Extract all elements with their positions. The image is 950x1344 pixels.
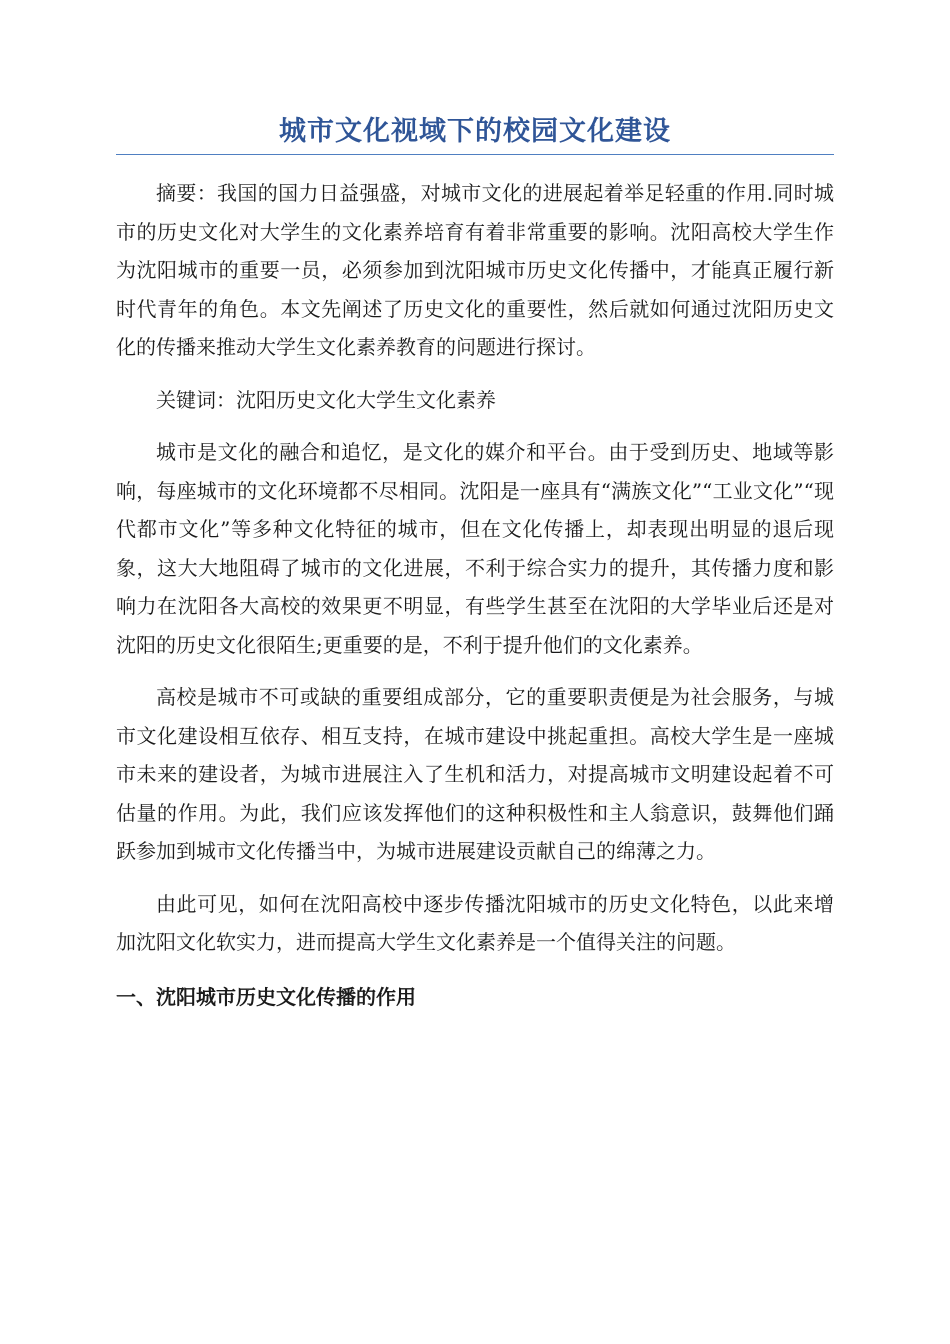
keywords-line: 关键词：沈阳历史文化大学生文化素养 — [156, 387, 496, 412]
body-paragraph: 由此可见，如何在沈阳高校中逐步传播沈阳城市的历史文化特色，以此来增加沈阳文化软实力，进而提高大学生文化素养是一个值得关注的问题。 — [116, 891, 834, 954]
abstract-paragraph: 摘要：我国的国力日益强盛，对城市文化的进展起着举足轻重的作用.同时城市的历史文化对大学生的文化素养培育有着非常重要的影响。沈阳高校大学生作为沈阳城市的重要一员，必须参加到沈阳城市历史文化传播中，才能真正履行新时代青年的角色。本文先阐述了历史文化的重要性，然后就如何通过沈阳历史文化的传播来推动大学生文化素养教育的问题进行探讨。 — [116, 181, 834, 359]
document-page — [116, 112, 834, 1016]
body-paragraph: 城市是文化的融合和追忆，是文化的媒介和平台。由于受到历史、地域等影响，每座城市的文化环境都不尽相同。沈阳是一座具有“满族文化”“工业文化”“现代都市文化”等多种文化特征的城市，但在文化传播上，却表现出明显的退后现象，这大大地阻碍了城市的文化进展，不利于综合实力的提升，其传播力度和影响力在沈阳各大高校的效果更不明显，有些学生甚至在沈阳的大学毕业后还是对沈阳的历史文化很陌生;更重要的是，不利于提升他们的文化素养。 — [116, 440, 834, 657]
body-paragraph: 高校是城市不可或缺的重要组成部分，它的重要职责便是为社会服务，与城市文化建设相互依存、相互支持，在城市建设中挑起重担。高校大学生是一座城市未来的建设者，为城市进展注入了生机和活力，对提高城市文明建设起着不可估量的作用。为此，我们应该发挥他们的这种积极性和主人翁意识，鼓舞他们踊跃参加到城市文化传播当中，为城市进展建设贡献自己的绵薄之力。 — [116, 685, 834, 863]
section-heading: 一、沈阳城市历史文化传播的作用 — [116, 984, 416, 1009]
document-title: 城市文化视域下的校园文化建设 — [116, 112, 834, 155]
